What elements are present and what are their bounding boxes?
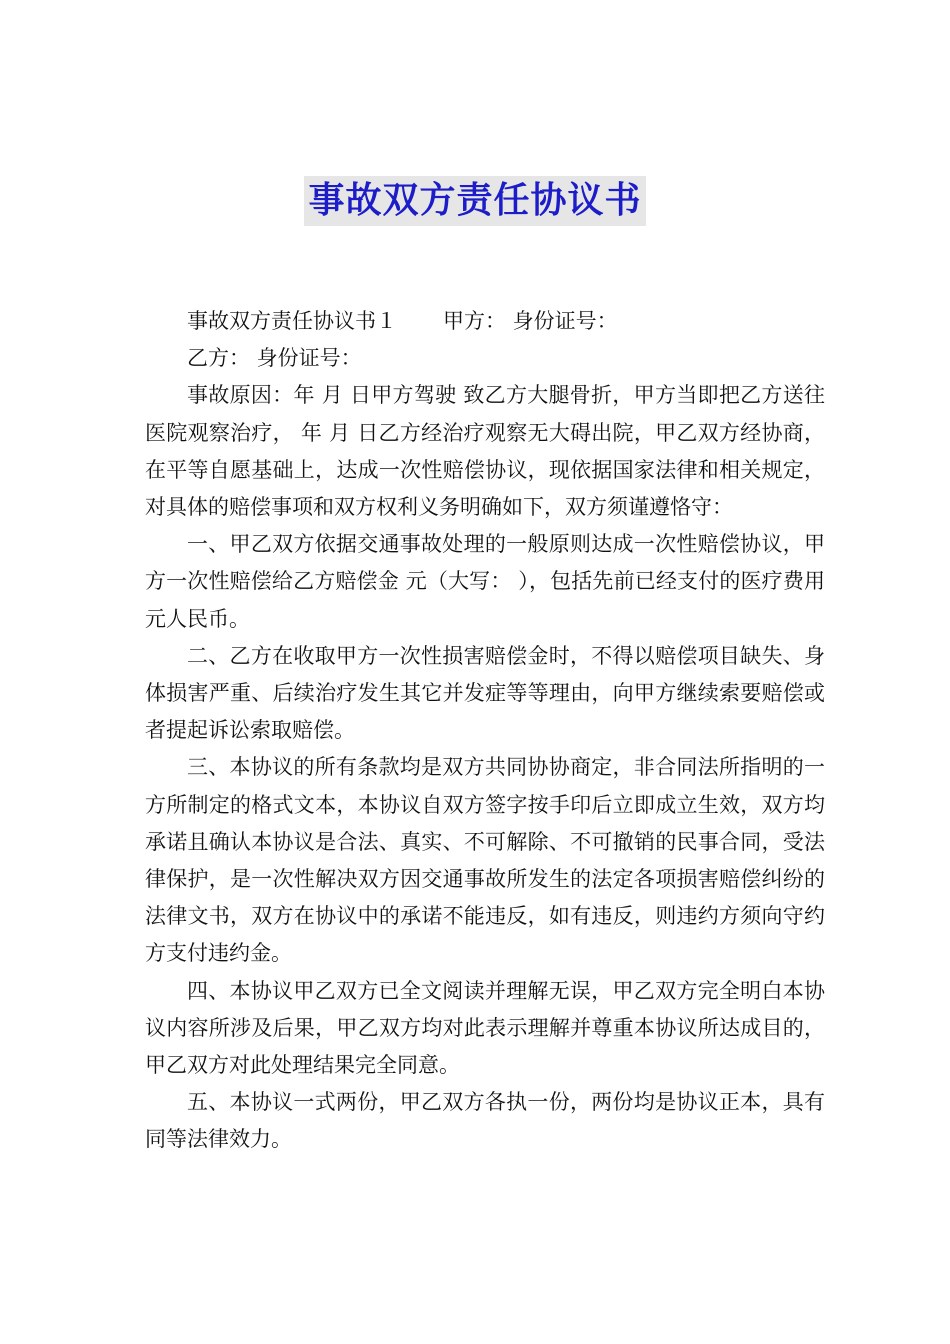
title-wrapper xyxy=(0,176,950,226)
party-a-line: 甲方： 身份证号： xyxy=(443,309,618,333)
paragraph-cause: 事故原因：年 月 日甲方驾驶 致乙方大腿骨折，甲方当即把乙方送往医院观察治疗， 年 月 日乙方经治疗观察无大碍出院，甲乙双方经协商，在平等自愿基础上，达成一次性赔偿协议，现依据国家法律和相关规定，对具体的赔偿事项和双方权利义务明确如下，双方须谨遵恪守： xyxy=(145,383,825,520)
party-b-line: 乙方： 身份证号： xyxy=(187,346,362,371)
paragraph-clause-2: 二、乙方在收取甲方一次性损害赔偿金时，不得以赔偿项目缺失、身体损害严重、后续治疗发生其它并发症等等理由，向甲方继续索要赔偿或者提起诉讼索取赔偿。 xyxy=(145,643,825,743)
document-title: 事故双方责任协议书 xyxy=(304,176,645,226)
header-line xyxy=(145,303,825,340)
document-heading: 事故双方责任协议书１ xyxy=(187,309,397,333)
document-body xyxy=(145,303,825,1159)
paragraph-clause-1: 一、甲乙双方依据交通事故处理的一般原则达成一次性赔偿协议，甲方一次性赔偿给乙方赔偿金 元（大写： ），包括先前已经支付的医疗费用 元人民币。 xyxy=(145,532,825,631)
paragraph-clause-5: 五、本协议一式两份，甲乙双方各执一份，两份均是协议正本，具有同等法律效力。 xyxy=(145,1090,825,1152)
paragraph-clause-4: 四、本协议甲乙双方已全文阅读并理解无误，甲乙双方完全明白本协议内容所涉及后果，甲乙双方均对此表示理解并尊重本协议所达成目的，甲乙双方对此处理结果完全同意。 xyxy=(145,978,825,1078)
paragraph-clause-3: 三、本协议的所有条款均是双方共同协协商定，非合同法所指明的一方所制定的格式文本，本协议自双方签字按手印后立即成立生效，双方均承诺且确认本协议是合法、真实、不可解除、不可撤销的民事合同，受法律保护，是一次性解决双方因交通事故所发生的法定各项损害赔偿纠纷的法律文书，双方在协议中的承诺不能违反，如有违反，则违约方须向守约方支付违约金。 xyxy=(145,755,825,966)
